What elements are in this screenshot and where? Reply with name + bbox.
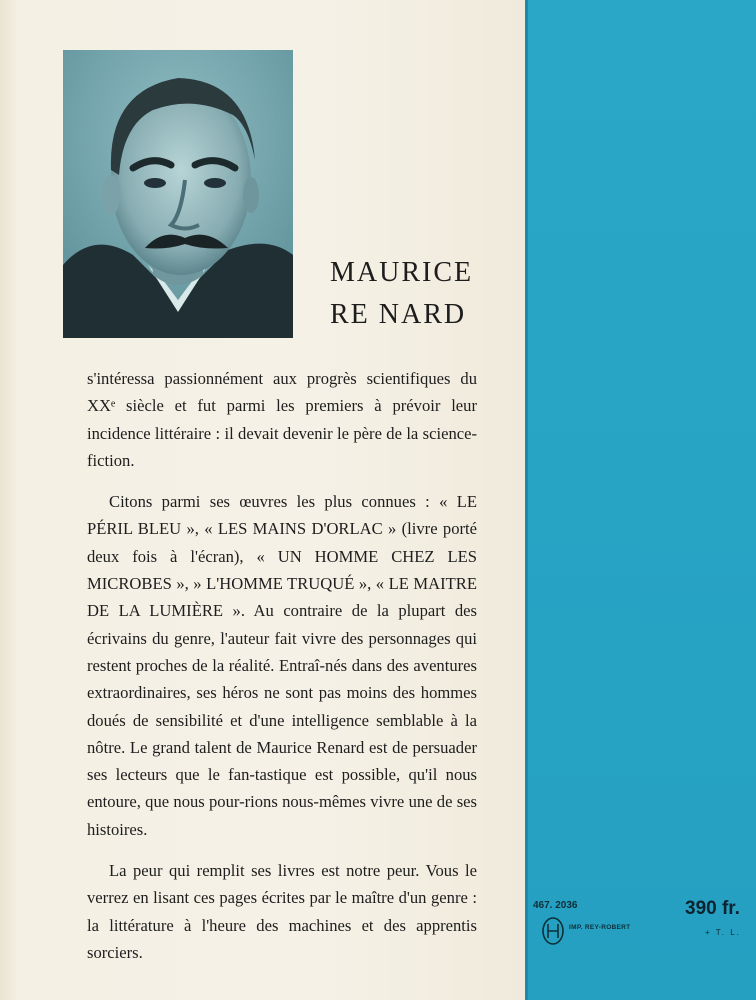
portrait-photo xyxy=(63,50,293,338)
printer-name: IMP. REY-ROBERT xyxy=(569,924,631,931)
author-last-name: RE NARD xyxy=(330,299,467,330)
tax-label: + T. L. xyxy=(705,928,741,937)
author-first-name: MAURICE xyxy=(330,257,474,288)
author-portrait xyxy=(63,50,293,338)
author-name xyxy=(330,252,520,336)
publisher-logo-icon xyxy=(541,916,565,946)
bio-paragraph-1: s'intéressa passionnément aux progrès scientifiques du XXᵉ siècle et fut parmi les premiers à prévoir leur incidence littéraire : il devait devenir le père de la science-fiction. xyxy=(87,369,477,470)
imprint-block xyxy=(533,880,753,970)
catalog-code: 467. 2036 xyxy=(533,900,578,911)
price-label: 390 fr. xyxy=(685,898,740,919)
cover-color-band xyxy=(525,0,756,1000)
bio-paragraph-3: La peur qui remplit ses livres est notre peur. Vous le verrez en lisant ces pages écrites par le maître d'un genre : la littérature à l'heure des machines et des apprentis sorciers. xyxy=(87,861,477,962)
bio-paragraph-2: Citons parmi ses œuvres les plus connues : « LE PÉRIL BLEU », « LES MAINS D'ORLAC » (livre porté deux fois à l'écran), « UN HOMME CHEZ LES MICROBES », » L'HOMME TRUQUÉ », « LE MAITRE DE LA LUMIÈRE ». Au contraire de la plupart des écrivains du genre, l'auteur fait vivre des personnages qui restent proches de la réalité. Entraî-nés dans des aventures extraordinaires, ses héros ne sont pas moins des hommes doués de sensibilité et d'une intelligence semblable à la nôtre. Le grand talent de Maurice Renard est de persuader ses lecteurs que le fan-tastique est possible, qu'il nous entoure, que nous pour-rions nous-mêmes vivre une de ses histoires. xyxy=(87,492,477,839)
biography-text xyxy=(87,365,477,980)
